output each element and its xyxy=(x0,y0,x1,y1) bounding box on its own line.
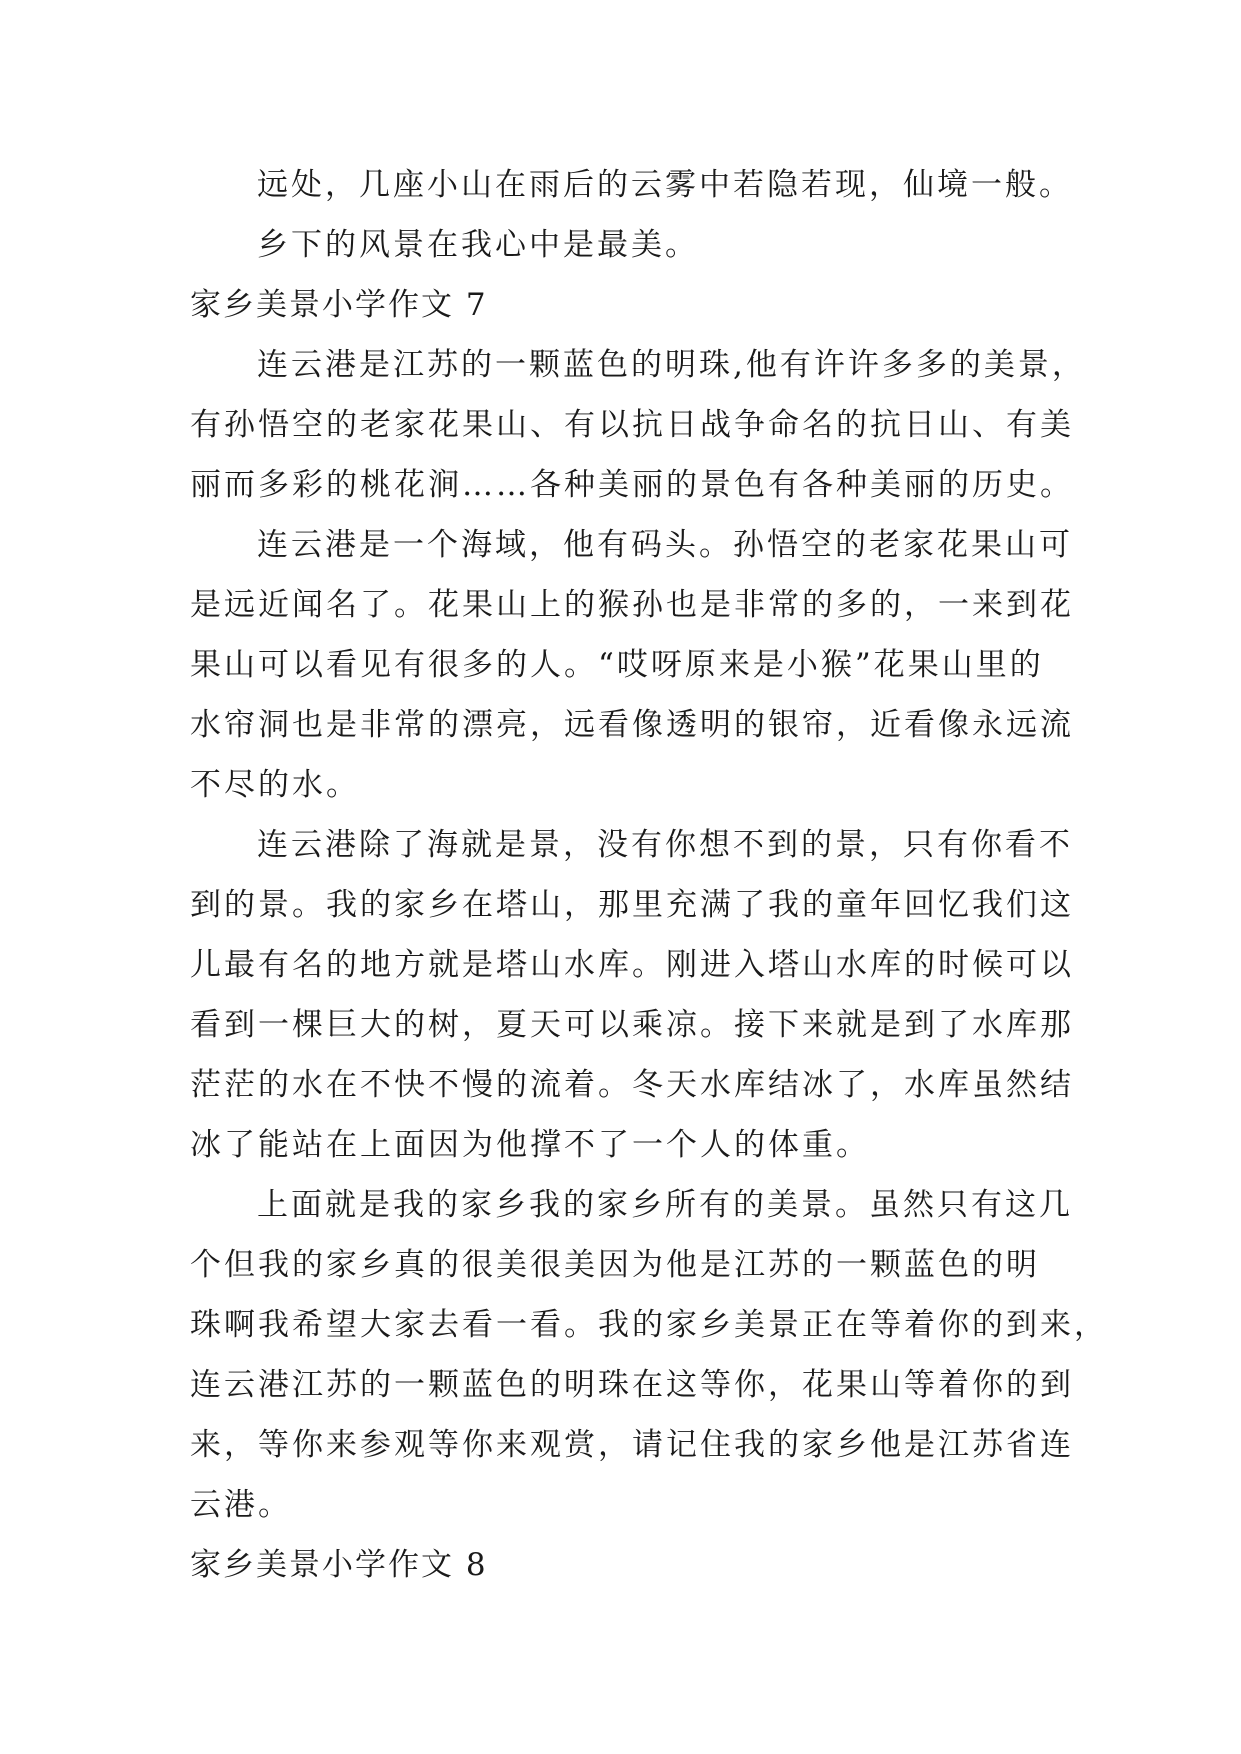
s7-p2-line-1: 连云港是一个海域，他有码头。孙悟空的老家花果山可 xyxy=(257,527,1073,563)
s7-p3-line-6: 冰了能站在上面因为他撑不了一个人的体重。 xyxy=(190,1127,870,1163)
s7-p1-line-2: 有孙悟空的老家花果山、有以抗日战争命名的抗日山、有美 xyxy=(190,407,1074,443)
s7-p3-line-3: 儿最有名的地方就是塔山水库。刚进入塔山水库的时候可以 xyxy=(190,947,1074,983)
s7-p4-line-4: 连云港江苏的一颗蓝色的明珠在这等你，花果山等着你的到 xyxy=(190,1367,1074,1403)
s7-p4-line-3: 珠啊我希望大家去看一看。我的家乡美景正在等着你的到来， xyxy=(190,1307,1108,1343)
s7-p3-line-4: 看到一棵巨大的树，夏天可以乘凉。接下来就是到了水库那 xyxy=(190,1007,1074,1043)
s7-p4-line-5: 来，等你来参观等你来观赏，请记住我的家乡他是江苏省连 xyxy=(190,1427,1074,1463)
s7-p3-line-5: 茫茫的水在不快不慢的流着。冬天水库结冰了，水库虽然结 xyxy=(190,1067,1074,1103)
s7-p1-line-3: 丽而多彩的桃花涧……各种美丽的景色有各种美丽的历史。 xyxy=(190,467,1074,503)
s7-p2-line-3: 果山可以看见有很多的人。“哎呀原来是小猴”花果山里的 xyxy=(190,647,1044,683)
s7-p3-line-2: 到的景。我的家乡在塔山，那里充满了我的童年回忆我们这 xyxy=(190,887,1074,923)
s7-p2-line-2: 是远近闻名了。花果山上的猴孙也是非常的多的，一来到花 xyxy=(190,587,1074,623)
section-7-title: 家乡美景小学作文 7 xyxy=(190,287,488,323)
s7-p2-line-4: 水帘洞也是非常的漂亮，远看像透明的银帘，近看像永远流 xyxy=(190,707,1074,743)
intro-line-1: 远处，几座小山在雨后的云雾中若隐若现，仙境一般。 xyxy=(257,167,1073,203)
s7-p4-line-2: 个但我的家乡真的很美很美因为他是江苏的一颗蓝色的明 xyxy=(190,1247,1040,1283)
s7-p4-line-6: 云港。 xyxy=(190,1487,292,1523)
section-8-title: 家乡美景小学作文 8 xyxy=(190,1547,488,1583)
s7-p1-line-1: 连云港是江苏的一颗蓝色的明珠,他有许许多多的美景， xyxy=(257,347,1086,383)
s7-p4-line-1: 上面就是我的家乡我的家乡所有的美景。虽然只有这几 xyxy=(257,1187,1073,1223)
s7-p2-line-5: 不尽的水。 xyxy=(190,767,360,803)
s7-p3-line-1: 连云港除了海就是景，没有你想不到的景，只有你看不 xyxy=(257,827,1073,863)
intro-line-2: 乡下的风景在我心中是最美。 xyxy=(257,227,699,263)
